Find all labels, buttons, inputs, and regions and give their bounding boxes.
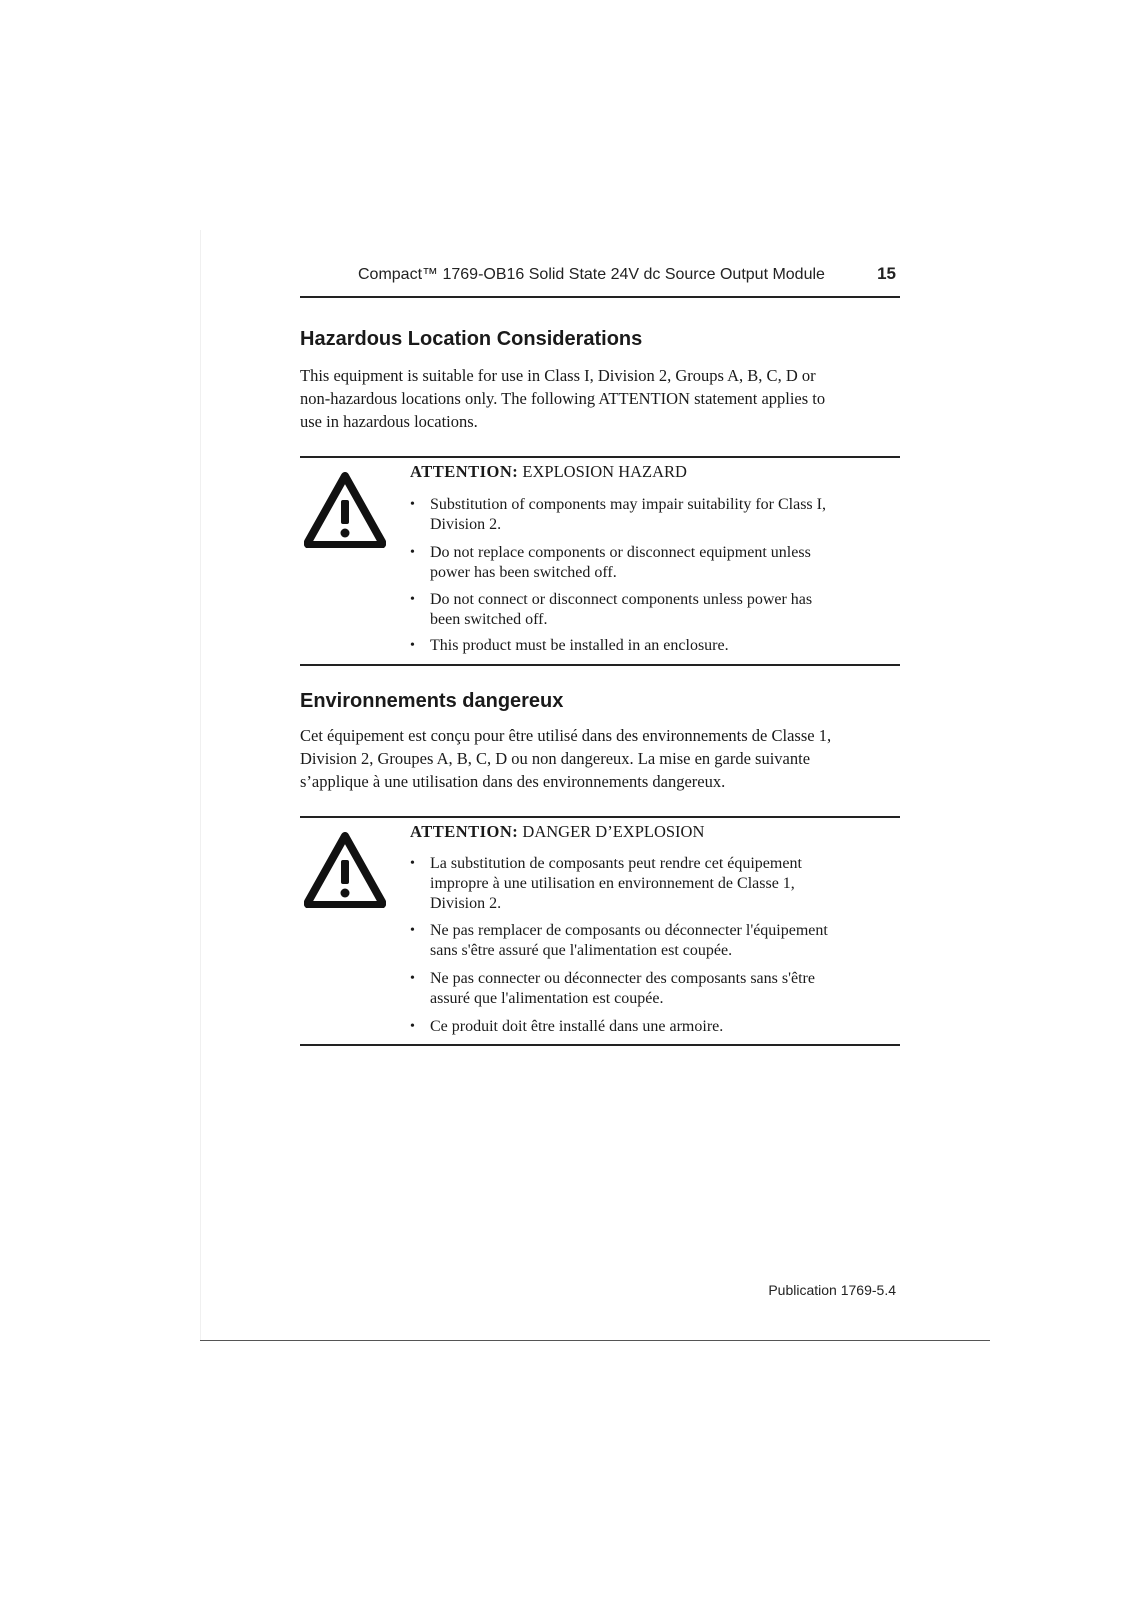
list-item: • Ne pas connecter ou déconnecter des composants sans s'être assuré que l'alimentation est coupée. xyxy=(410,969,900,1009)
list-item: • Ce produit doit être installé dans une armoire. xyxy=(410,1017,900,1037)
paragraph-line: Division 2, Groupes A, B, C, D ou non dangereux. La mise en garde suivante xyxy=(300,749,811,768)
attention-title-fr xyxy=(410,822,704,842)
attention-label: ATTENTION: xyxy=(410,462,519,481)
bullet-line: power has been switched off. xyxy=(430,564,617,581)
paragraph-line: use in hazardous locations. xyxy=(300,412,478,431)
list-item: • Do not replace components or disconnect equipment unless power has been switched off. xyxy=(410,543,900,583)
attention-box-en xyxy=(300,456,900,666)
bullet-line: Ce produit doit être installé dans une armoire. xyxy=(430,1018,724,1035)
bullet-line: Substitution of components may impair suitability for Class I, xyxy=(430,496,826,513)
bullet-line: impropre à une utilisation en environnement de Classe 1, xyxy=(430,875,795,892)
bullet-line: This product must be installed in an enclosure. xyxy=(430,637,729,654)
bullet-line: Ne pas connecter ou déconnecter des composants sans s'être xyxy=(430,970,815,987)
bullet-line: La substitution de composants peut rendre cet équipement xyxy=(430,855,802,872)
page-left-edge xyxy=(200,230,201,1340)
header-title: Compact™ 1769-OB16 Solid State 24V dc Source Output Module xyxy=(358,266,825,283)
attention-box-fr xyxy=(300,816,900,1046)
attention-heading: DANGER D’EXPLOSION xyxy=(522,822,705,841)
paragraph-line: non-hazardous locations only. The following ATTENTION statement applies to xyxy=(300,389,826,408)
warning-triangle-icon xyxy=(304,832,386,908)
attention-label: ATTENTION: xyxy=(410,822,519,841)
list-item: • This product must be installed in an enclosure. xyxy=(410,636,900,656)
running-header xyxy=(300,262,900,298)
section-heading-fr: Environnements dangereux xyxy=(300,690,564,712)
page-number: 15 xyxy=(877,264,896,283)
paragraph-line: Cet équipement est conçu pour être utilisé dans des environnements de Classe 1, xyxy=(300,726,832,745)
bullet-line: Division 2. xyxy=(430,895,502,912)
bullet-line: Division 2. xyxy=(430,516,502,533)
paragraph-line: This equipment is suitable for use in Class I, Division 2, Groups A, B, C, D or xyxy=(300,366,816,385)
list-item: • Substitution of components may impair suitability for Class I, Division 2. xyxy=(410,495,900,535)
bullet-line: sans s'être assuré que l'alimentation est coupée. xyxy=(430,942,733,959)
attention-heading: EXPLOSION HAZARD xyxy=(522,462,687,481)
attention-title-en xyxy=(410,462,687,482)
bullet-line: been switched off. xyxy=(430,611,548,628)
page-bottom-edge xyxy=(200,1340,990,1341)
list-item: • Do not connect or disconnect components unless power has been switched off. xyxy=(410,590,900,630)
warning-triangle-icon xyxy=(304,472,386,548)
list-item: • Ne pas remplacer de composants ou déconnecter l'équipement sans s'être assuré que l'alimentation est coupée. xyxy=(410,921,900,961)
intro-paragraph-en xyxy=(300,364,900,433)
bullet-line: Do not connect or disconnect components unless power has xyxy=(430,591,813,608)
intro-paragraph-fr xyxy=(300,724,900,793)
bullet-line: assuré que l'alimentation est coupée. xyxy=(430,990,664,1007)
publication-number: Publication 1769-5.4 xyxy=(768,1282,896,1298)
bullet-line: Do not replace components or disconnect equipment unless xyxy=(430,544,811,561)
paragraph-line: s’applique à une utilisation dans des environnements dangereux. xyxy=(300,772,726,791)
bullet-line: Ne pas remplacer de composants ou déconnecter l'équipement xyxy=(430,922,828,939)
list-item: • La substitution de composants peut rendre cet équipement impropre à une utilisation en environnement de Classe 1, Division 2. xyxy=(410,854,900,914)
section-heading-en: Hazardous Location Considerations xyxy=(300,328,643,350)
